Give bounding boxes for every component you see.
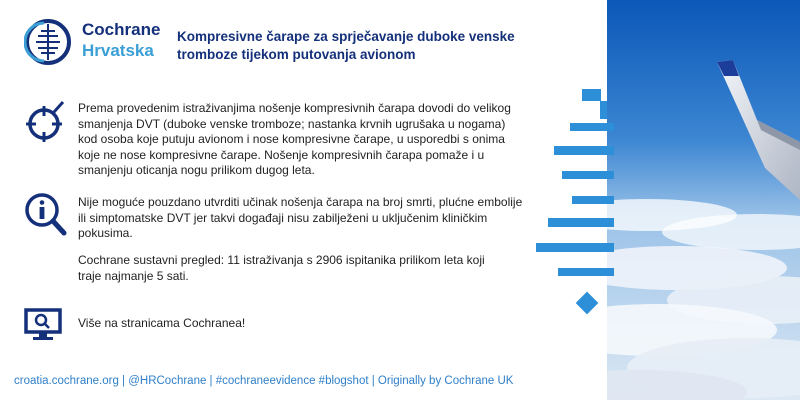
logo-region-text: Hrvatska (82, 41, 154, 60)
decorative-bar (572, 196, 614, 204)
airplane-wing-image (607, 0, 800, 400)
cochrane-logo[interactable] (24, 18, 174, 66)
decorative-bar (570, 123, 614, 131)
decorative-bar (554, 146, 614, 155)
airplane-wing-photo (607, 0, 800, 400)
info-magnifier-icon (24, 192, 68, 238)
uncertainty-paragraph: Nije moguće pouzdano utvrditi učinak nošenja čarapa na broj smrti, plućne embolije ili simptomatske DVT jer takvi događaji nisu zabilježeni u uključenim kliničkim pokusima. (78, 195, 523, 240)
cochrane-logo-icon (24, 18, 74, 66)
review-summary-paragraph: Cochrane sustavni pregled: 11 istraživanja s 2906 ispitanika prilikom leta koji traje najmanje 5 sati. (78, 253, 485, 283)
decorative-bar (600, 101, 607, 119)
finding-paragraph: Prema provedenim istraživanjima nošenje kompresivnih čarapa dovodi do velikog smanjenja DVT (duboke venske tromboze; nastanka krvnih ugrušaka u nogama) kod osoba koje putuju avionom i nose kompresivne čarape, u usporedbi s onima koje ne nose kompresivne čarape. Nošenje kompresivnih čarapa pomaže i u smanjenju oticanja nogu prilikom dugog leta. (78, 101, 511, 177)
decorative-bar (536, 243, 614, 252)
logo-brand-text: Cochrane (82, 20, 161, 39)
footer-links[interactable]: croatia.cochrane.org | @HRCochrane | #cochraneevidence #blogshot | Originally by Cochrane UK (14, 375, 514, 387)
more-info-link[interactable]: Više na stranicama Cochranea! (78, 316, 246, 330)
monitor-search-icon (24, 308, 64, 342)
decorative-bar (558, 268, 614, 276)
decorative-bar (582, 89, 601, 101)
page-title: Kompresivne čarape za sprječavanje duboke venske tromboze tijekom putovanja avionom (177, 29, 515, 62)
decorative-bar (548, 218, 614, 227)
target-crosshair-icon (24, 100, 66, 144)
decorative-bar (562, 171, 614, 179)
decorative-diamond (576, 292, 599, 315)
